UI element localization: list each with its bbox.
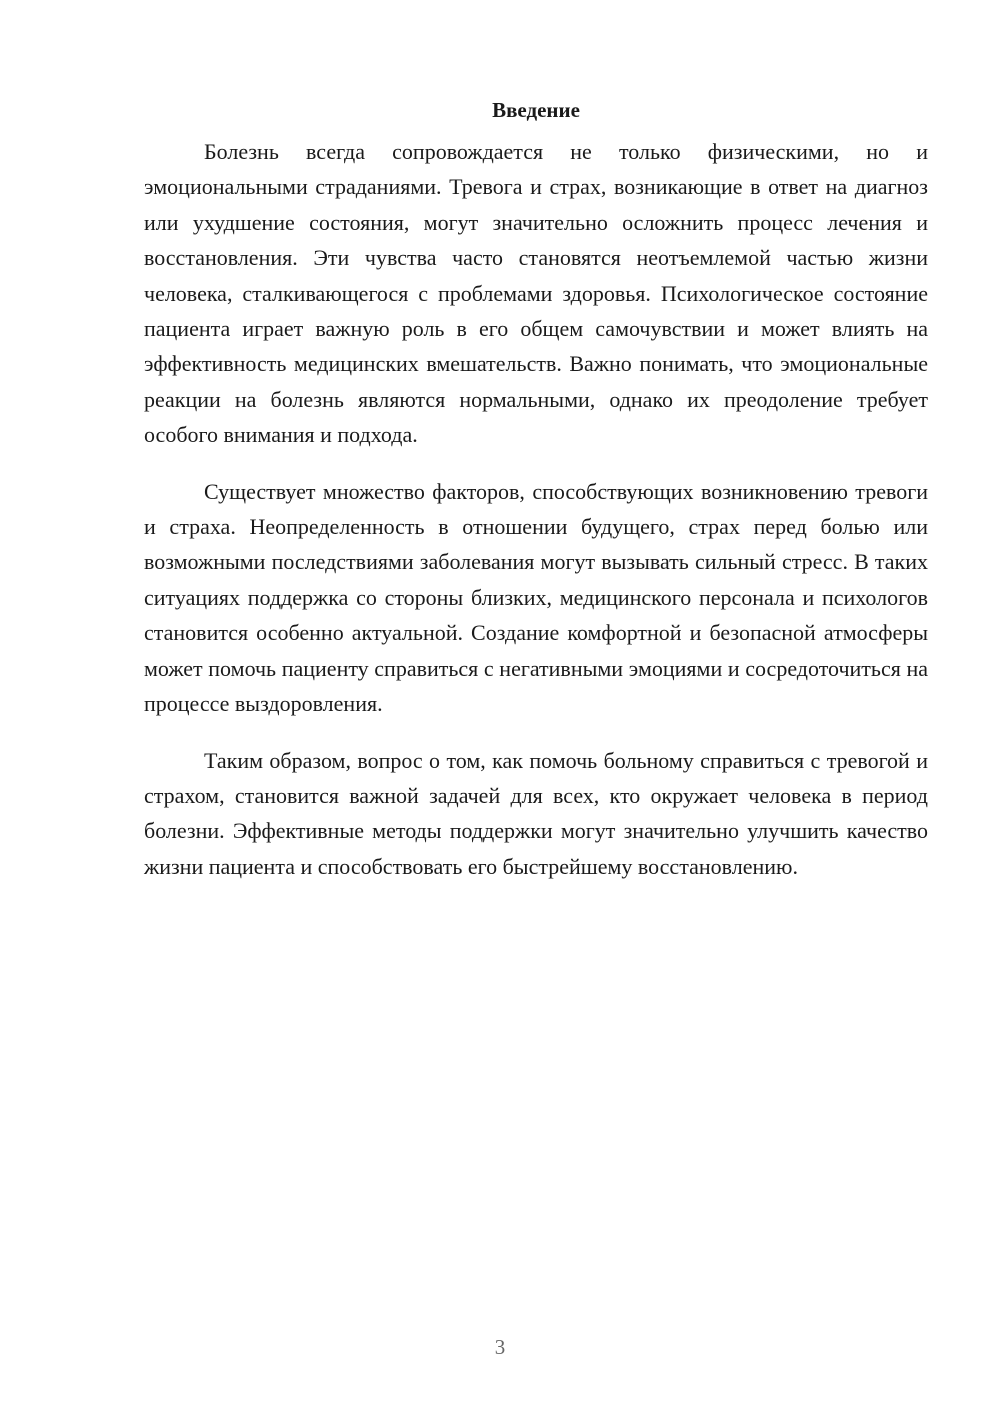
section-title: Введение [492,98,580,122]
page-number: 3 [494,1335,506,1359]
paragraph-3: Таким образом, вопрос о том, как помочь больному справиться с тревогой и страхом, становится важной задачей для всех, кто окружает человека в период болезни. Эффективные методы поддержки могут значительно улучшить качество жизни пациента и способствовать его быстрейшему восстановлению. [144,747,928,879]
paragraph-2: Существует множество факторов, способствующих возникновению тревоги и страха. Неопределенность в отношении будущего, страх перед болью или возможными последствиями заболевания могут вызывать сильный стресс. В таких ситуациях поддержка со стороны близких, медицинского персонала и психологов становится особенно актуальной. Создание комфортной и безопасной атмосферы может помочь пациенту справиться с негативными эмоциями и сосредоточиться на процессе выздоровления. [144,478,928,717]
paragraph-1: Болезнь всегда сопровождается не только физическими, но и эмоциональными страданиями. Тревога и страх, возникающие в ответ на диагноз или ухудшение состояния, могут значительно осложнить процесс лечения и восстановления. Эти чувства часто становятся неотъемлемой частью жизни человека, сталкивающегося с проблемами здоровья. Психологическое состояние пациента играет важную роль в его общем самочувствии и может влиять на эффективность медицинских вмешательств. Важно понимать, что эмоциональные реакции на болезнь являются нормальными, однако их преодоление требует особого внимания и подхода. [144,139,928,448]
page-content [144,96,928,905]
